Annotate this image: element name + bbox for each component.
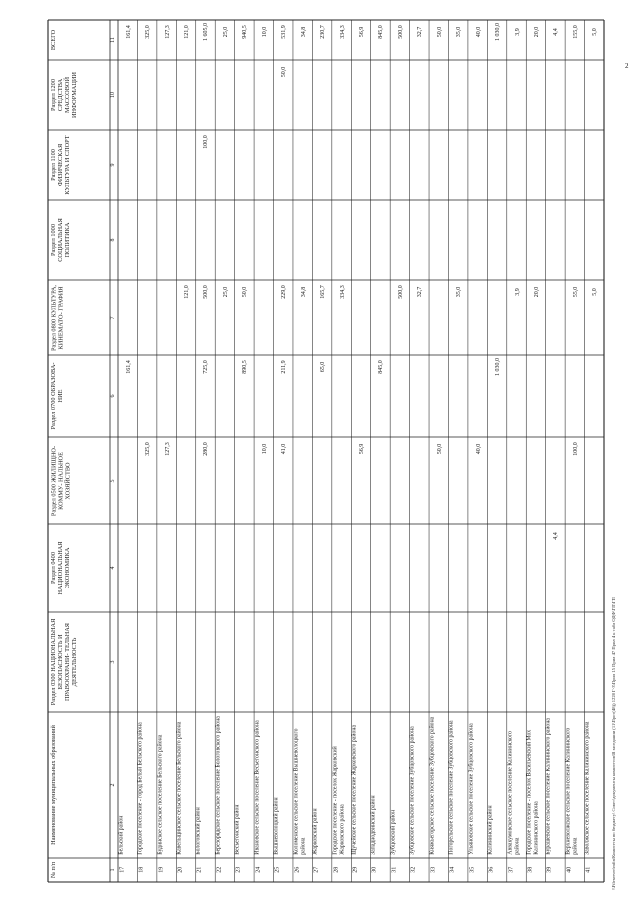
cell-value: 334,3 [339, 25, 346, 39]
row-number: 21 [196, 866, 203, 873]
cell-value: 20,0 [533, 26, 540, 38]
row-number: 40 [566, 866, 573, 873]
header-s1100: Раздел 1100 ФИЗИЧЕСКАЯ КУЛЬТУРА И СПОРТ [50, 135, 71, 195]
row-number: 31 [391, 866, 398, 873]
municipality-name: Ивановское сельское поселение Весьегонского района [254, 720, 261, 855]
row-number: 20 [177, 866, 184, 873]
cell-value: 1 030,0 [495, 358, 502, 376]
cell-value: 50,0 [242, 286, 249, 298]
municipality-name: Зубцовский район [390, 809, 397, 855]
row-number: 25 [274, 866, 281, 873]
file-path-footer: \\Fileserver\mfin\Комитеты по бюджету\ Совет\документы комитетов\В заседании (11\Прот(48)) 1228 Г-3\Прил 15 Прил 47 Прил 4 к табл ОДФ\ГП\ГП [611, 597, 616, 890]
cell-value: 127,3 [164, 25, 171, 39]
cell-value: 1 605,0 [203, 23, 210, 41]
cell-value: 211,9 [281, 360, 288, 374]
header-s0400: Раздел 0400 НАЦИОНАЛЬНАЯ ЭКОНОМИКА [50, 541, 71, 595]
municipality-name: Погорельское сельское поселение Зубцовского района [448, 720, 455, 855]
municipality-name: Березорядское сельское поселение Бологовского района [215, 716, 222, 855]
municipality-name: Щучейское сельское поселение Жарковского района [351, 725, 358, 855]
page-number: 2 [625, 62, 629, 70]
row-number: 26 [293, 866, 300, 873]
row-number: 27 [313, 866, 320, 873]
cell-value: 531,9 [281, 25, 288, 39]
header-name: Наименование муниципальных образований [50, 725, 57, 845]
cell-value: 280,0 [203, 442, 210, 456]
cell-value: 34,8 [300, 26, 307, 38]
municipality-name: Верхневолжское сельское поселение Калининского района [565, 727, 578, 855]
cell-value: 32,7 [417, 286, 424, 298]
municipality-name: Кавельщинское сельское поселение Бельского района [176, 722, 183, 855]
row-number: 32 [410, 866, 417, 873]
column-number: 4 [110, 566, 116, 570]
cell-value: 229,0 [281, 285, 288, 299]
row-number: 19 [157, 866, 164, 873]
cell-value: 55,0 [572, 286, 579, 298]
cell-value: 50,0 [436, 443, 443, 455]
cell-value: 50,0 [281, 66, 288, 78]
cell-value: 1 030,0 [495, 23, 502, 41]
header-s0500: Раздел 0500 ЖИЛИЩНО- КОММУ- НАЛЬНОЕ ХОЗЯЙСТВО [50, 445, 71, 516]
municipality-name: Бурашевское сельское поселение Калининского района [545, 718, 552, 855]
cell-value: 100,0 [572, 442, 579, 456]
row-number: 36 [488, 866, 495, 873]
cell-value: 500,0 [397, 25, 404, 39]
row-number: 28 [332, 866, 339, 873]
municipality-name: Княжьегорское сельское поселение Зубцовского района [429, 717, 436, 855]
cell-value: 165,7 [320, 285, 327, 299]
column-number: 7 [110, 316, 116, 319]
cell-value: 50,0 [436, 26, 443, 38]
cell-value: 34,8 [300, 286, 307, 298]
cell-value: 161,4 [125, 360, 132, 374]
municipality-name: Коломенское сельское поселение Вышневолоцкого района [292, 728, 306, 855]
cell-value: 56,9 [359, 26, 365, 38]
column-number: 1 [110, 868, 116, 872]
cell-value: 500,0 [203, 285, 210, 299]
cell-value: 25,0 [222, 26, 229, 38]
municipality-name: Жарковский район [312, 808, 319, 855]
municipality-name: Бологовский район [195, 807, 202, 855]
header-s0800: Раздел 0800 КУЛЬТУРА, КИНЕМАТО- ГРАФИЯ [50, 284, 64, 351]
column-number: 9 [110, 163, 116, 167]
cell-value: 325,0 [145, 442, 152, 456]
header-s0300: Раздел 0300 НАЦИОНАЛЬНАЯ БЕЗОПАСНОСТЬ И ПРАВООХРАНИ- ТЕЛЬНАЯ ДЕЯТЕЛЬНОСТЬ [50, 618, 78, 706]
row-number: 38 [527, 866, 534, 873]
header-num: № п/п [50, 861, 57, 879]
row-number: 39 [546, 866, 553, 873]
cell-value: 325,0 [145, 25, 152, 39]
cell-value: 56,9 [359, 443, 365, 455]
cell-value: 41,0 [281, 443, 288, 455]
row-number: 24 [255, 866, 262, 873]
row-number: 35 [468, 866, 475, 873]
cell-value: 500,0 [397, 285, 404, 299]
header-total: ВСЕГО [50, 29, 57, 51]
cell-value: 10,0 [261, 26, 268, 38]
municipality-name: Будинское сельское поселение Бельского района [156, 734, 163, 855]
municipality-name: Вышневолоцкий район [273, 797, 280, 855]
municipality-name: Аввакумовское сельское поселение Калининского района [506, 731, 520, 855]
cell-value: 334,3 [339, 285, 346, 299]
cell-value: 155,0 [572, 25, 579, 39]
header-s1200: Раздел 1200 СРЕДСТВА МАССОВОЙ ИНФОРМАЦИИ [50, 72, 78, 118]
column-number: 2 [110, 783, 116, 787]
row-number: 33 [430, 866, 437, 873]
municipality-name: Городское поселение - поселок Жарковский Жарковского района [331, 746, 345, 855]
row-number: 23 [235, 866, 242, 873]
municipality-name: Ульяновское сельское поселение Зубцовского района [467, 723, 474, 855]
cell-value: 161,4 [125, 25, 132, 39]
cell-value: 121,0 [184, 285, 191, 299]
row-number: 18 [138, 866, 145, 873]
cell-value: 25,0 [222, 286, 229, 298]
cell-value: 100,0 [203, 135, 210, 149]
municipality-name: Бельский район [118, 815, 124, 855]
cell-value: 35,0 [456, 286, 463, 298]
cell-value: 940,5 [242, 25, 249, 39]
cell-value: 725,0 [203, 360, 210, 374]
row-number: 22 [216, 866, 223, 873]
cell-value: 230,7 [320, 25, 327, 39]
cell-value: 845,0 [378, 360, 385, 374]
cell-value: 127,3 [164, 442, 171, 456]
column-number: 5 [110, 479, 116, 482]
cell-value: 890,5 [242, 360, 249, 374]
cell-value: 4,4 [553, 532, 560, 540]
row-number: 37 [507, 866, 514, 873]
municipality-name: Зубцовское сельское поселение Зубцовского района [409, 726, 416, 855]
municipality-name: Городское поселение - поселок Васильевский Мох Калининского района [526, 730, 539, 855]
cell-value: 40,0 [475, 26, 482, 38]
row-number: 34 [449, 866, 456, 873]
municipality-name: Западнодвинский район [370, 795, 377, 855]
cell-value: 5,0 [592, 28, 599, 36]
cell-value: 3,9 [514, 28, 521, 36]
cell-value: 121,0 [184, 25, 191, 39]
column-number: 3 [110, 660, 116, 664]
cell-value: 3,9 [514, 288, 521, 296]
row-number: 41 [585, 866, 592, 873]
header-s1000: Раздел 1000 СОЦИАЛЬНАЯ ПОЛИТИКА [50, 218, 71, 262]
municipality-name: Городское поселение - город Белый Бельского района [137, 722, 144, 855]
cell-value: 845,0 [378, 25, 385, 39]
cell-value: 35,0 [456, 26, 463, 38]
header-s0700: Раздел 0700 ОБРАЗОВА- НИЕ [50, 362, 64, 430]
row-number: 29 [352, 866, 359, 873]
municipality-name: Калининский район [487, 805, 494, 855]
municipality-name: Заволжское сельское поселение Калининского района [584, 721, 591, 855]
column-number: 8 [110, 238, 116, 242]
cell-value: 5,0 [592, 288, 599, 296]
cell-value: 4,4 [553, 28, 560, 36]
cell-value: 10,0 [261, 443, 268, 455]
column-number: 10 [110, 92, 116, 98]
cell-value: 40,0 [475, 443, 482, 455]
municipality-name: Весьегонский район [234, 804, 241, 855]
column-number: 6 [110, 394, 116, 398]
row-number: 30 [371, 866, 378, 873]
cell-value: 20,0 [533, 286, 540, 298]
row-number: 17 [119, 866, 125, 873]
column-number: 11 [110, 37, 116, 43]
cell-value: 65,0 [320, 361, 327, 373]
cell-value: 32,7 [417, 26, 424, 38]
